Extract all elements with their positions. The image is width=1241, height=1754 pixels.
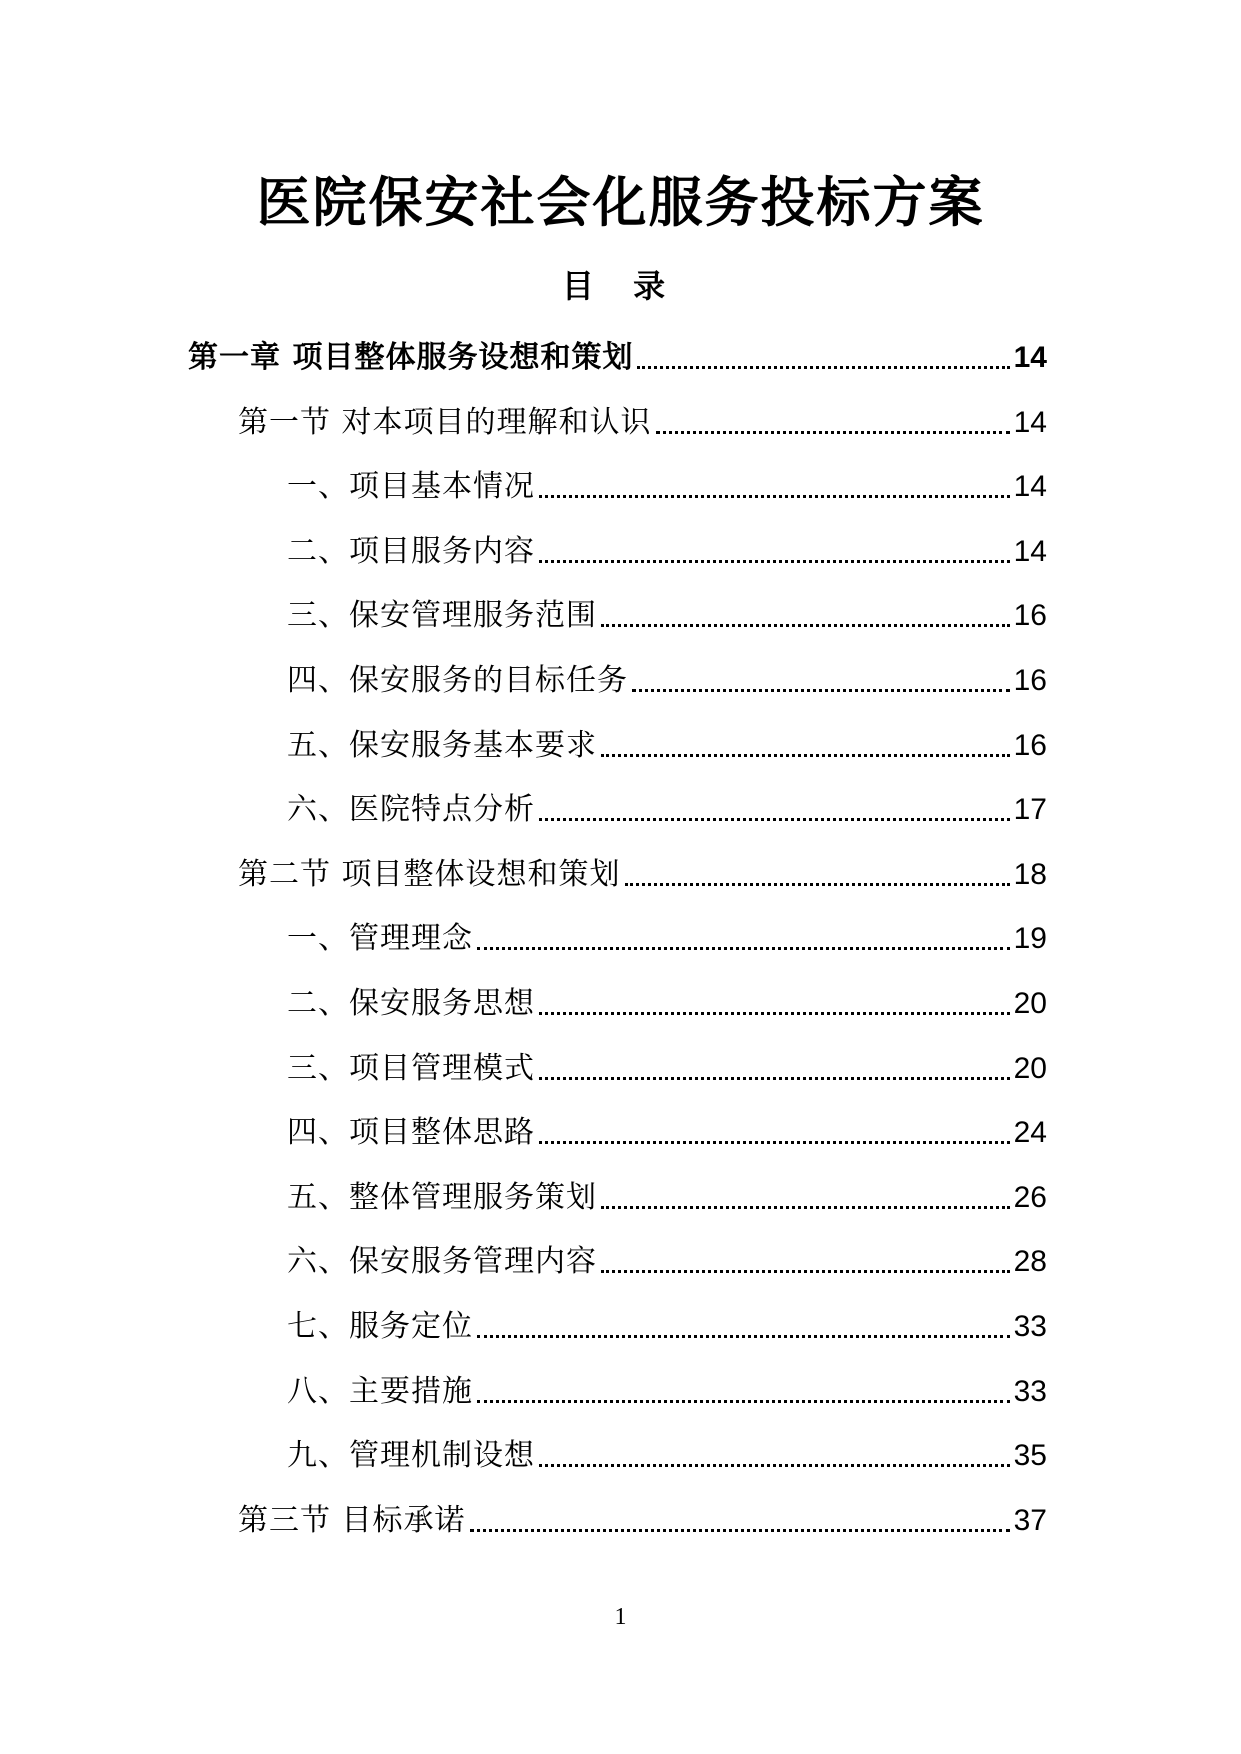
toc-entry-page: 20 [1013,1051,1047,1085]
toc-dot-leader [477,947,1010,950]
page-number: 1 [614,1604,627,1630]
toc-entry-page: 14 [1013,341,1047,374]
toc-entry-page: 14 [1013,534,1047,568]
toc-dot-leader [637,366,1009,369]
toc-entry-label: 五、整体管理服务策划 [287,1179,597,1215]
toc-entry-label: 九、管理机制设想 [287,1438,535,1474]
toc-entry-label: 一、项目基本情况 [287,469,535,505]
toc-entry-label: 八、主要措施 [287,1373,473,1409]
toc-entry[interactable] [287,718,1047,766]
toc-entry-page: 16 [1013,664,1047,697]
toc-entry-label: 六、医院特点分析 [287,792,535,828]
toc-dot-leader [539,1141,1010,1144]
toc-dot-leader [539,560,1010,563]
toc-entry[interactable] [238,395,1047,443]
toc-dot-leader [601,1206,1010,1209]
toc-entry-page: 14 [1013,470,1047,504]
toc-dot-leader [601,1270,1010,1273]
toc-entry-label: 第一节 对本项目的理解和认识 [238,404,652,440]
toc-entry-label: 五、保安服务基本要求 [287,727,597,763]
toc-entry[interactable] [188,330,1047,378]
toc-dot-leader [477,1335,1010,1338]
toc-dot-leader [601,754,1010,757]
toc-heading: 目 录 [561,267,680,305]
toc-entry-page: 17 [1013,793,1047,827]
toc-entry-label: 二、保安服务思想 [287,986,535,1021]
toc-entry-label: 第一章 项目整体服务设想和策划 [188,340,634,375]
toc-entry[interactable] [287,1299,1047,1347]
toc-entry[interactable] [287,1428,1047,1476]
toc-entry-page: 26 [1013,1180,1047,1214]
toc-entry-page: 33 [1013,1310,1047,1343]
toc-entry-label: 七、服务定位 [287,1309,473,1344]
toc-dot-leader [539,1464,1010,1467]
toc-entry-page: 24 [1013,1116,1047,1150]
toc-entry-label: 四、保安服务的目标任务 [287,663,628,698]
toc-entry-page: 28 [1013,1245,1047,1279]
toc-dot-leader [656,431,1010,434]
toc-dot-leader [539,818,1010,821]
toc-entry-label: 三、保安管理服务范围 [287,598,597,634]
toc-entry[interactable] [287,1364,1047,1412]
toc-dot-leader [625,883,1010,886]
document-title: 医院保安社会化服务投标方案 [256,171,985,234]
toc-dot-leader [470,1529,1010,1532]
toc-entry[interactable] [287,653,1047,701]
toc-entry[interactable] [287,1234,1047,1282]
toc-entry-page: 20 [1013,987,1047,1020]
toc-dot-leader [539,1077,1010,1080]
toc-entry[interactable] [238,847,1047,895]
toc-entry-label: 三、项目管理模式 [287,1050,535,1086]
toc-entry-page: 14 [1013,405,1047,439]
toc-entry[interactable] [238,1493,1047,1541]
toc-entry-label: 第三节 目标承诺 [238,1502,466,1538]
toc-entry[interactable] [287,976,1047,1024]
toc-entry-label: 四、项目整体思路 [287,1115,535,1151]
toc-dot-leader [601,624,1010,627]
toc-entry[interactable] [287,1170,1047,1218]
toc-entry-label: 六、保安服务管理内容 [287,1244,597,1280]
toc-entry-page: 18 [1013,857,1047,891]
toc-entry-label: 一、管理理念 [287,921,473,957]
toc-entry[interactable] [287,524,1047,572]
toc-dot-leader [632,689,1010,692]
toc-entry[interactable] [287,911,1047,959]
toc-entry-page: 19 [1013,922,1047,956]
toc-entry-label: 二、项目服务内容 [287,533,535,569]
toc-entry-label: 第二节 项目整体设想和策划 [238,856,621,892]
toc-entry[interactable] [287,1041,1047,1089]
toc-entry[interactable] [287,588,1047,636]
toc-entry[interactable] [287,782,1047,830]
toc-dot-leader [539,495,1010,498]
toc-entry-page: 35 [1013,1439,1047,1473]
toc-entry-page: 16 [1013,599,1047,633]
toc-entry[interactable] [287,1105,1047,1153]
toc-entry-page: 16 [1013,728,1047,762]
toc-dot-leader [477,1400,1010,1403]
toc-dot-leader [539,1012,1010,1015]
toc-entry-page: 37 [1013,1503,1047,1537]
toc-entry-page: 33 [1013,1374,1047,1408]
toc-entry[interactable] [287,459,1047,507]
